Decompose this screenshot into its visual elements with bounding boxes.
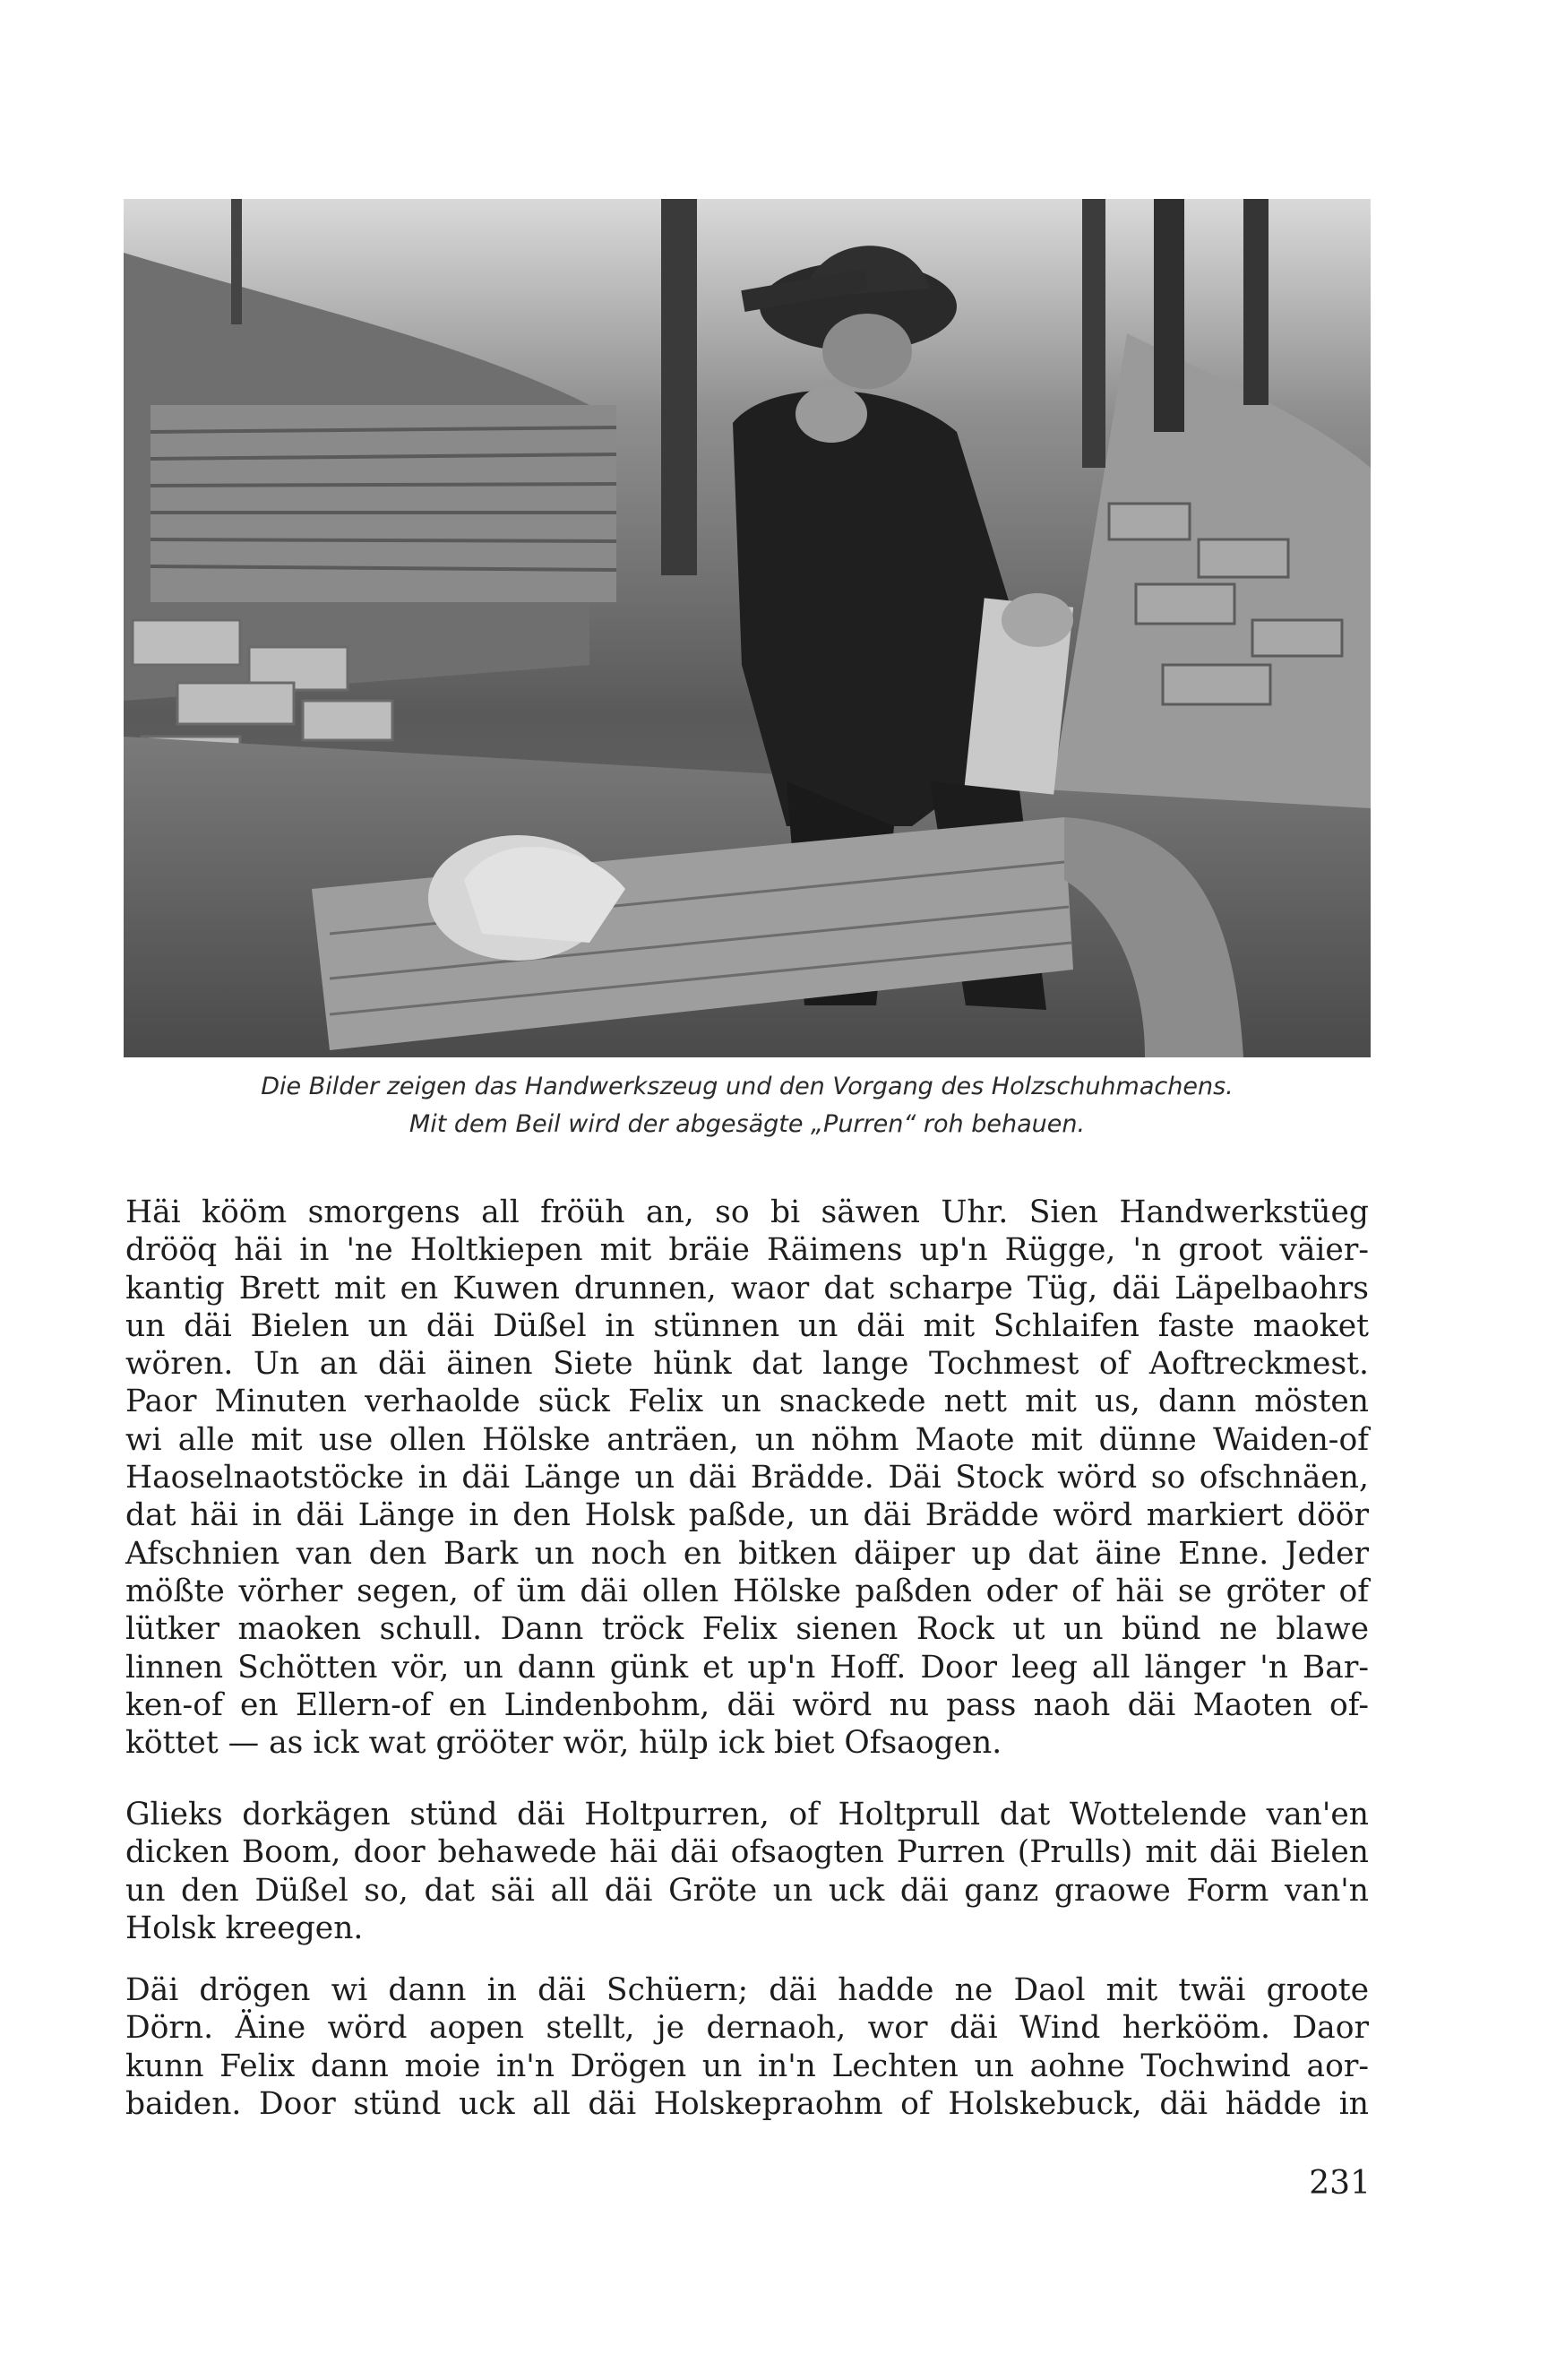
text-line: Däi drögen wi dann in däi Schüern; däi hadde ne Daol mit twäi groote [125, 1972, 1369, 2008]
text-line: Haoselnaotstöcke in däi Länge un däi Brädde. Däi Stock wörd so ofschnäen, [125, 1460, 1369, 1496]
text-line: linnen Schötten vör, un dann günk et up'n Hoff. Door leeg all länger 'n Bar- [125, 1649, 1369, 1686]
text-line: ken-of en Ellern-of en Lindenbohm, däi wörd nu pass naoh däi Maoten of- [125, 1686, 1369, 1723]
text-line: Paor Minuten verhaolde sück Felix un snackede nett mit us, dann mösten [125, 1384, 1369, 1420]
text-line: wören. Un an däi äinen Siete hünk dat lange Tochmest of Aoftreckmest. [125, 1346, 1369, 1383]
paragraph-2 [125, 1796, 1369, 1947]
paragraph-3 [125, 1971, 1369, 2123]
clog-maker-photo [124, 199, 1371, 1057]
figure-photo [124, 199, 1371, 1057]
text-line: baiden. Door stünd uck all däi Holskepraohm of Holskebuck, däi hädde in [125, 2085, 1369, 2122]
page-number: 231 [1309, 2165, 1371, 2202]
text-line: kunn Felix dann moie in'n Drögen un in'n Lechten un aohne Tochwind aor- [125, 2048, 1369, 2084]
text-line: Afschnien van den Bark un noch en bitken däiper up dat äine Enne. Jeder [125, 1535, 1369, 1572]
text-line: Glieks dorkägen stünd däi Holtpurren, of Holtprull dat Wottelende van'en [125, 1797, 1369, 1832]
text-line: drööq häi in 'ne Holtkiepen mit bräie Räimens up'n Rügge, 'n groot väier- [125, 1232, 1369, 1269]
text-line: wi alle mit use ollen Hölske anträen, un nöhm Maote mit dünne Waiden-of [125, 1421, 1369, 1458]
text-line: lütker maoken schull. Dann tröck Felix sienen Rock ut un bünd ne blawe [125, 1611, 1369, 1648]
text-line: un däi Bielen un däi Düßel in stünnen un däi mit Schlaifen faste maoket [125, 1307, 1369, 1344]
text-line: Dörn. Äine wörd aopen stellt, je dernaoh, wor däi Wind herkööm. Daor [125, 2010, 1369, 2047]
text-line: Häi kööm smorgens all fröüh an, so bi säwen Uhr. Sien Handwerkstüeg [125, 1194, 1369, 1230]
text-line: köttet — as ick wat grööter wör, hülp ick biet Ofsaogen. [125, 1725, 1002, 1762]
caption-line: Die Bilder zeigen das Handwerkszeug und den Vorgang des Holzschuhmachens. [261, 1073, 1234, 1100]
text-line: dicken Boom, door behawede häi däi ofsaogten Purren (Prulls) mit däi Bielen [125, 1834, 1369, 1871]
text-line: un den Düßel so, dat säi all däi Gröte un uck däi ganz graowe Form van'n [125, 1872, 1369, 1909]
paragraph-1 [125, 1194, 1369, 1762]
caption-line: Mit dem Beil wird der abgesägte „Purren“ roh behauen. [408, 1110, 1086, 1138]
text-line: Holsk kreegen. [125, 1910, 364, 1946]
text-line: mößte vörher segen, of üm däi ollen Hölske paßden oder of häi se gröter of [125, 1573, 1369, 1609]
text-line: kantig Brett mit en Kuwen drunnen, waor dat scharpe Tüg, däi Läpelbaohrs [125, 1270, 1369, 1306]
figure-caption [124, 1068, 1371, 1143]
text-line: dat häi in däi Länge in den Holsk paßde, un däi Brädde wörd markiert döör [125, 1497, 1369, 1534]
